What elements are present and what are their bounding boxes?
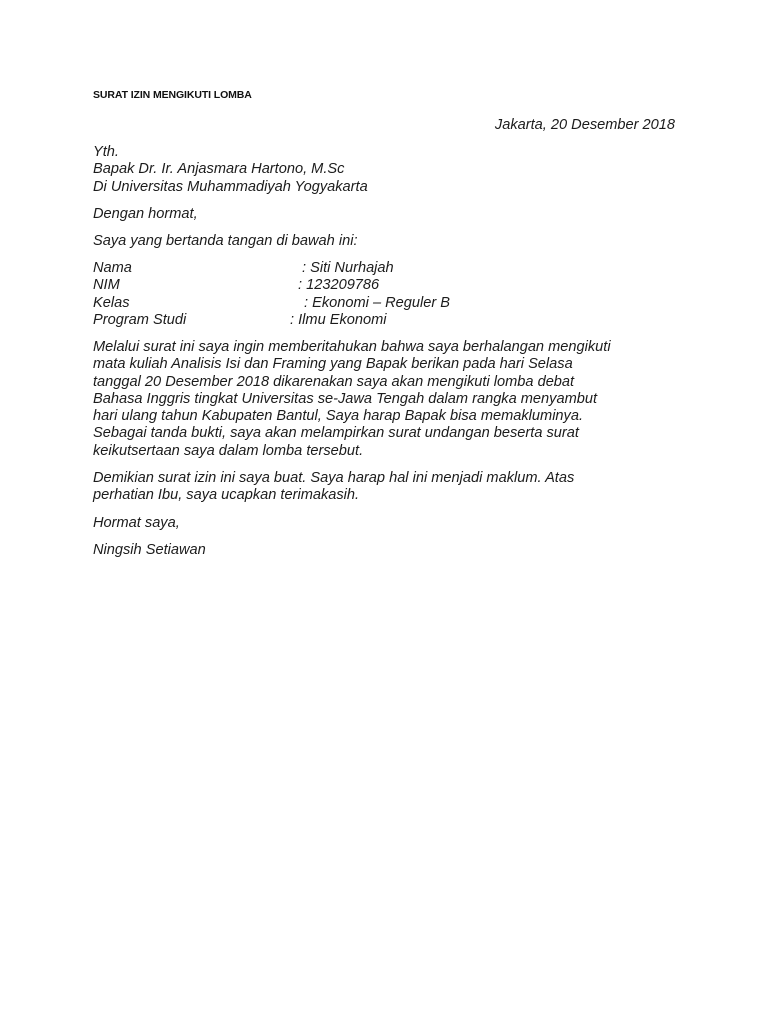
identity-label: Kelas — [93, 294, 130, 311]
identity-label: NIM — [93, 277, 120, 294]
identity-row-program-studi — [93, 312, 593, 329]
paragraph-line: Bahasa Inggris tingkat Universitas se-Jawa Tengah dalam rangka menyambut — [93, 390, 598, 407]
identity-block — [93, 260, 593, 329]
identity-label: Nama — [93, 260, 132, 276]
identity-value: : 123209786 — [298, 277, 380, 294]
paragraph-line: tanggal 20 Desember 2018 dikarenakan saya akan mengikuti lomba debat — [93, 373, 575, 390]
intro-line: Saya yang bertanda tangan di bawah ini: — [93, 233, 358, 249]
signature-name: Ningsih Setiawan — [93, 542, 206, 558]
paragraph-line: perhatian Ibu, saya ucapkan terimakasih. — [93, 487, 360, 504]
paragraph-line: hari ulang tahun Kabupaten Bantul, Saya harap Bapak bisa memakluminya. — [93, 408, 584, 425]
identity-value: : Siti Nurhajah — [302, 260, 394, 276]
recipient-salutation: Yth. — [93, 144, 119, 160]
body-paragraph-1 — [93, 339, 683, 460]
identity-value: : Ilmu Ekonomi — [290, 311, 387, 328]
letter-date: Jakarta, 20 Desember 2018 — [494, 117, 675, 133]
greeting: Dengan hormat, — [93, 206, 198, 222]
letter-title: SURAT IZIN MENGIKUTI LOMBA — [93, 89, 252, 101]
identity-value: : Ekonomi – Reguler B — [304, 294, 451, 311]
recipient-name: Bapak Dr. Ir. Anjasmara Hartono, M.Sc — [93, 161, 345, 178]
paragraph-line: mata kuliah Analisis Isi dan Framing yang Bapak berikan pada hari Selasa — [93, 356, 573, 373]
identity-label: Program Studi — [93, 311, 187, 328]
identity-row-nim — [93, 277, 593, 294]
identity-row-kelas — [93, 295, 593, 312]
paragraph-line: Sebagai tanda bukti, saya akan melampirkan surat undangan beserta surat — [93, 425, 579, 442]
paragraph-line: keikutsertaan saya dalam lomba tersebut. — [93, 442, 364, 459]
recipient-location: Di Universitas Muhammadiyah Yogyakarta — [93, 178, 368, 195]
recipient-block — [93, 144, 368, 196]
paragraph-line: Melalui surat ini saya ingin memberitahukan bahwa saya berhalangan mengikuti — [93, 339, 611, 355]
identity-row-nama — [93, 260, 593, 277]
paragraph-line: Demikian surat izin ini saya buat. Saya harap hal ini menjadi maklum. Atas — [93, 470, 575, 486]
closing-line: Hormat saya, — [93, 515, 180, 531]
body-paragraph-2 — [93, 470, 683, 505]
